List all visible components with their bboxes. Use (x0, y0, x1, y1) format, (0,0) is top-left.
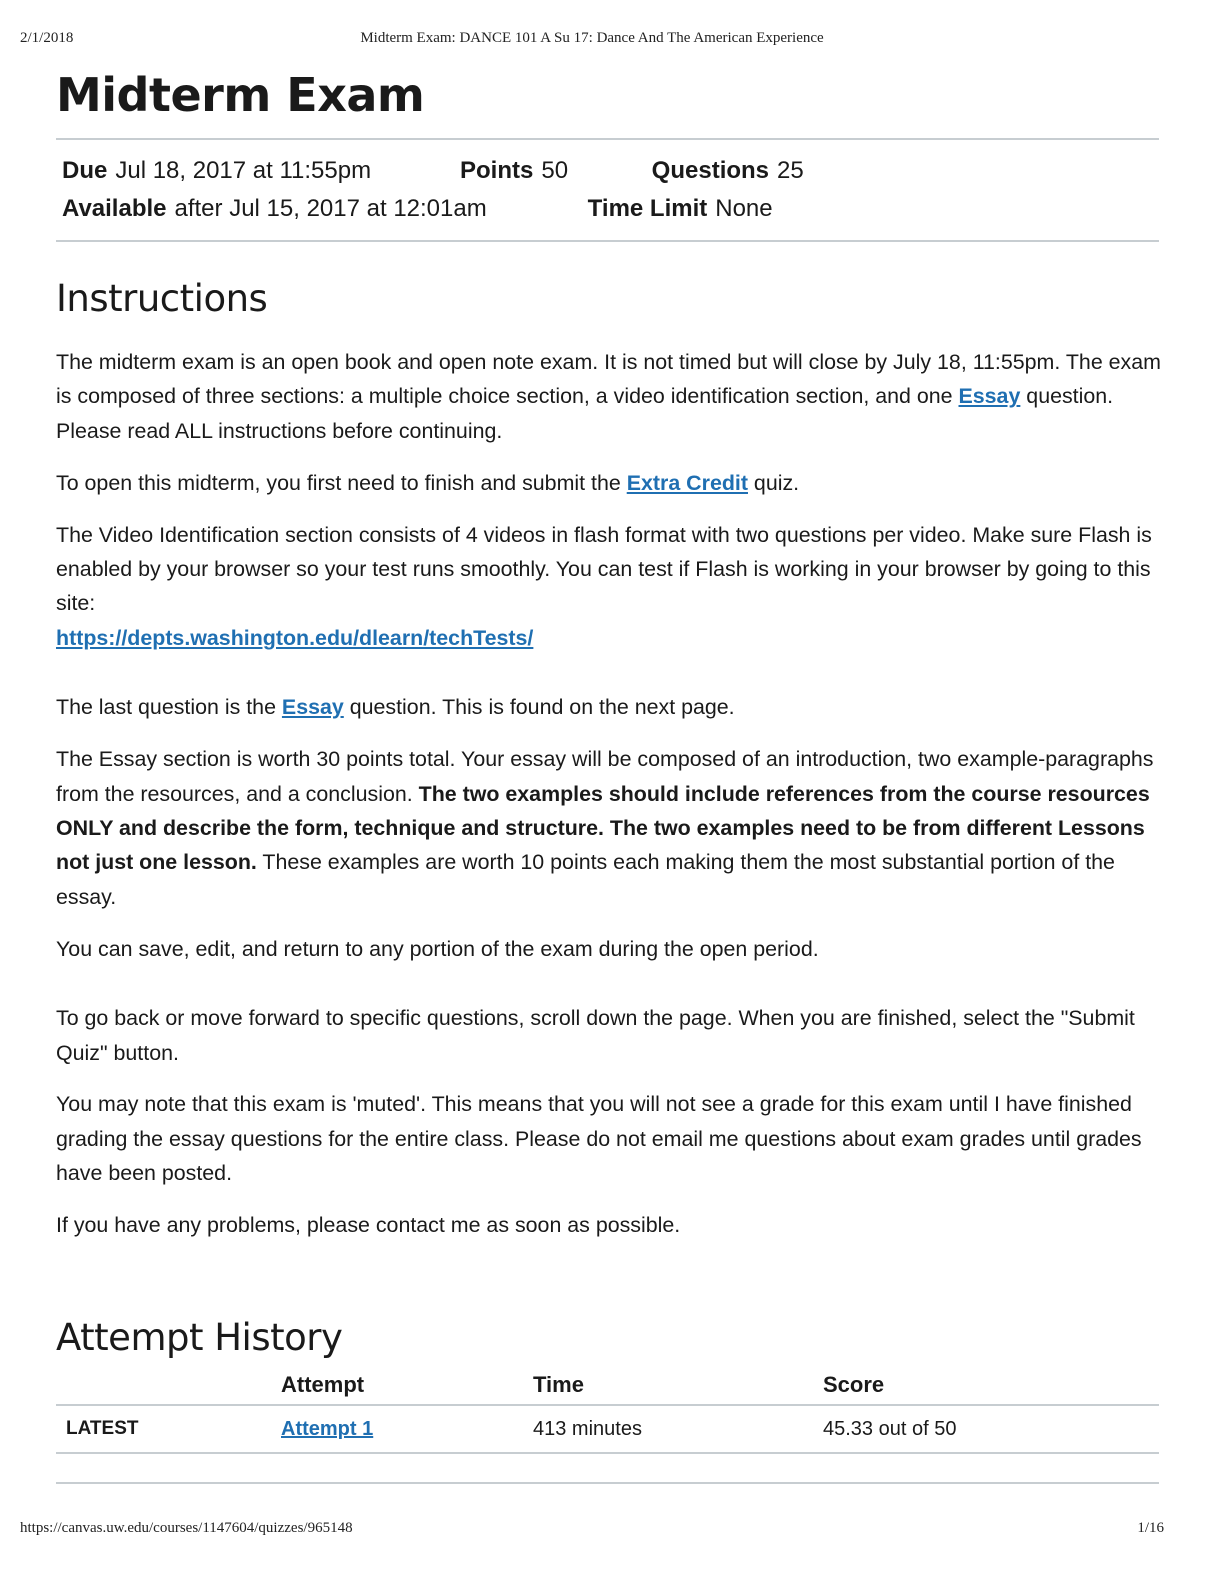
questions-detail (645, 157, 804, 184)
instructions-body (56, 345, 1166, 1260)
tech-tests-link[interactable]: https://depts.washington.edu/dlearn/techTests/ (56, 625, 534, 650)
time-cell: 413 minutes (523, 1405, 813, 1453)
extra-credit-link[interactable]: Extra Credit (626, 470, 748, 495)
instructions-heading: Instructions (56, 277, 268, 320)
points-label: Points (460, 157, 534, 184)
quiz-details-row-2 (62, 195, 773, 223)
instructions-text: To open this midterm, you first need to finish and submit the (56, 470, 627, 495)
due-detail (62, 157, 460, 185)
column-header-attempt: Attempt (271, 1368, 523, 1405)
divider (56, 138, 1159, 140)
time-limit-value: None (715, 195, 773, 222)
page-title: Midterm Exam (56, 68, 425, 122)
instructions-text: The midterm exam is an open book and open note exam. It is not timed but will close by July 18, 11:55pm. The exam is composed of three sections: a multiple choice section, a video identification section, and one (56, 350, 1161, 409)
instructions-text: These examples are worth 10 points each making them the most substantial portion of the essay. (56, 850, 1115, 909)
instructions-paragraph (56, 690, 1166, 724)
divider (56, 1482, 1159, 1484)
available-detail (62, 195, 581, 223)
attempt-history-heading: Attempt History (56, 1316, 343, 1359)
essay-requirements-bold: The two examples should include references from the course resources ONLY and describe the form, technique and structure. The two examples need to be from different Lessons not just one lesson. (56, 781, 1150, 875)
questions-label: Questions (651, 157, 770, 184)
latest-tag: LATEST (56, 1405, 271, 1453)
instructions-text: The last question is the (56, 695, 282, 720)
table-header-row (56, 1368, 1159, 1405)
instructions-paragraph: To go back or move forward to specific questions, scroll down the page. When you are finished, select the "Submit Quiz" button. (56, 1006, 1135, 1065)
instructions-text: The Video Identification section consists of 4 videos in flash format with two questions per video. Make sure Flash is enabled by your browser so your test runs smoothly. You can test if Flash is working in your browser by going to this site: (56, 522, 1152, 616)
print-url: https://canvas.uw.edu/courses/1147604/quizzes/965148 (20, 1520, 353, 1536)
essay-link[interactable]: Essay (958, 384, 1021, 409)
instructions-text: question. Please read ALL instructions before continuing. (56, 384, 1114, 443)
score-cell: 45.33 out of 50 (813, 1405, 1159, 1453)
column-header (56, 1368, 271, 1405)
available-label: Available (62, 195, 167, 222)
instructions-paragraph (56, 742, 1166, 914)
divider (56, 240, 1159, 242)
time-limit-detail (581, 195, 773, 222)
points-value: 50 (541, 157, 569, 184)
instructions-paragraph: If you have any problems, please contact me as soon as possible. (56, 1213, 681, 1238)
essay-link-2[interactable]: Essay (281, 695, 344, 720)
column-header-time: Time (523, 1368, 813, 1405)
points-detail (460, 157, 645, 185)
instructions-paragraph (56, 518, 1166, 656)
instructions-paragraph (56, 466, 1166, 500)
instructions-paragraph: You may note that this exam is 'muted'. This means that you will not see a grade for this exam until I have finished grading the essay questions for the entire class. Please do not email me questions about exam grades until grades have been posted. (56, 1092, 1142, 1186)
print-title: Midterm Exam: DANCE 101 A Su 17: Dance And The American Experience (360, 30, 824, 46)
due-value: Jul 18, 2017 at 11:55pm (115, 157, 372, 184)
instructions-paragraph: You can save, edit, and return to any portion of the exam during the open period. (56, 936, 819, 961)
time-limit-label: Time Limit (587, 195, 708, 222)
instructions-text: The Essay section is worth 30 points total. Your essay will be composed of an introduction, two example-paragraphs from the resources, and a conclusion. (56, 747, 1154, 806)
print-date: 2/1/2018 (20, 30, 74, 46)
print-footer (20, 1520, 1164, 1537)
attempt-1-link[interactable]: Attempt 1 (281, 1417, 374, 1440)
table-row (56, 1405, 1159, 1453)
quiz-details-row-1 (62, 157, 804, 185)
page-number: 1/16 (1137, 1520, 1164, 1536)
attempt-cell (271, 1405, 523, 1453)
available-value: after Jul 15, 2017 at 12:01am (174, 195, 487, 222)
column-header-score: Score (813, 1368, 1159, 1405)
due-label: Due (62, 157, 108, 184)
instructions-text: question. This is found on the next page. (343, 695, 735, 720)
instructions-paragraph (56, 345, 1166, 448)
instructions-text: quiz. (747, 470, 800, 495)
attempt-history-table (56, 1368, 1159, 1454)
questions-value: 25 (777, 157, 804, 184)
